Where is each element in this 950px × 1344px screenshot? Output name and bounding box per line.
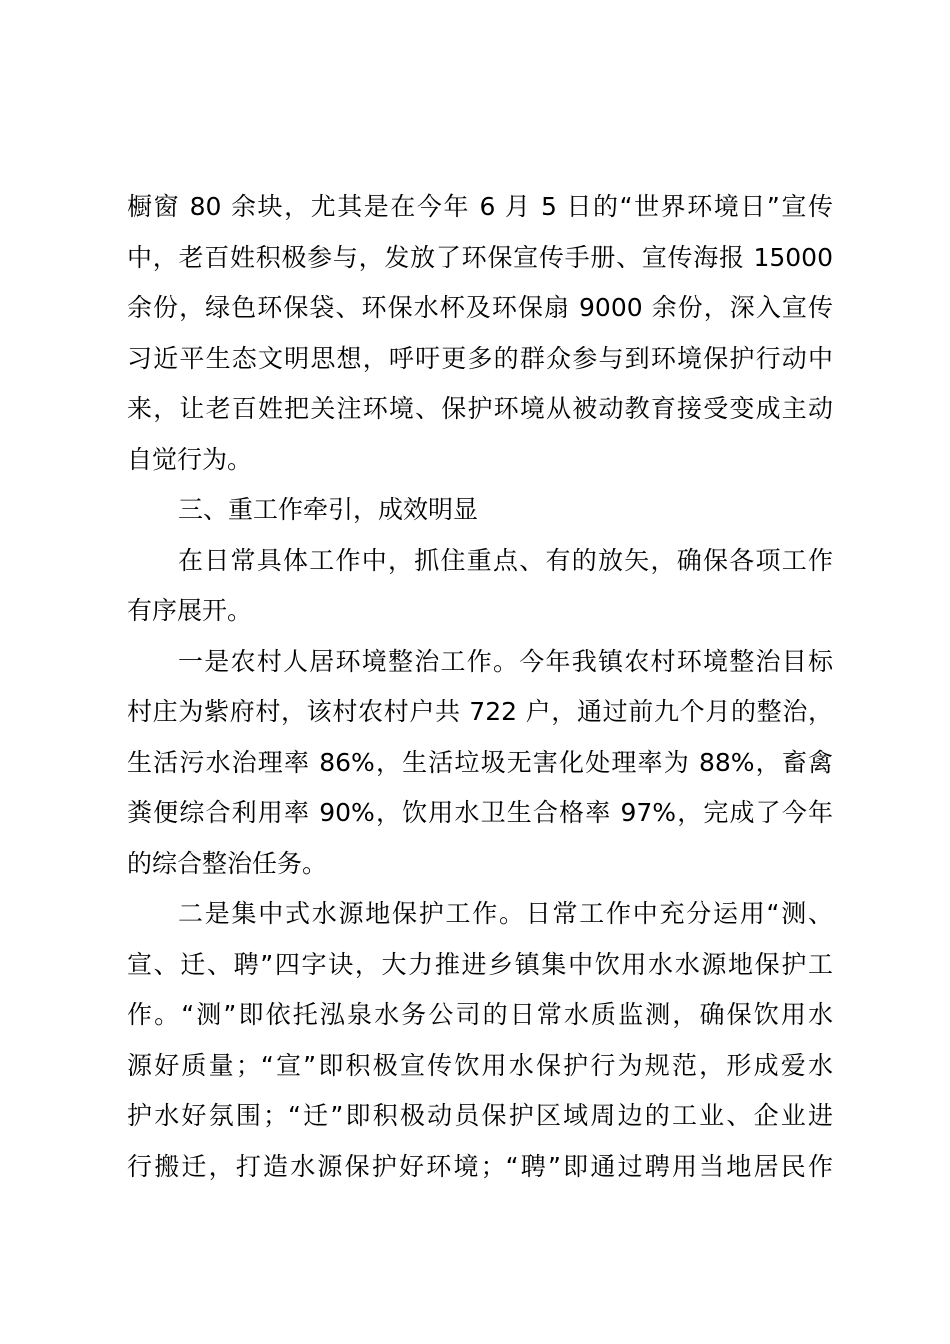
text-line-5: 来，让老百姓把关注环境、保护环境从被动教育接受变成主动	[127, 394, 833, 423]
text-line-10: 一是农村人居环境整治工作。今年我镇农村环境整治目标	[178, 646, 833, 676]
text-line-8: 在日常具体工作中，抓住重点、有的放矢，确保各项工作	[178, 545, 833, 575]
document-body	[127, 182, 833, 1192]
text-line-1: 橱窗 80 余块，尤其是在今年 6 月 5 日的“世界环境日”宣传	[127, 192, 833, 221]
text-line-9: 有序展开。	[127, 596, 253, 625]
text-line-19: 护水好氛围；“迁”即积极动员保护区域周边的工业、企业进	[127, 1101, 833, 1130]
text-line-20: 行搬迁，打造水源保护好环境；“聘”即通过聘用当地居民作	[127, 1151, 833, 1181]
text-line-17: 作。“测”即依托泓泉水务公司的日常水质监测，确保饮用水	[127, 1000, 833, 1029]
text-line-12: 生活污水治理率 86%，生活垃圾无害化处理率为 88%，畜禽	[127, 747, 833, 777]
text-line-3: 余份，绿色环保袋、环保水杯及环保扇 9000 余份，深入宣传	[127, 293, 833, 322]
text-line-13: 粪便综合利用率 90%，饮用水卫生合格率 97%，完成了今年	[127, 798, 833, 827]
text-line-14: 的综合整治任务。	[127, 848, 328, 878]
text-line-16: 宣、迁、聘”四字诀，大力推进乡镇集中饮用水水源地保护工	[127, 949, 833, 979]
text-line-15: 二是集中式水源地保护工作。日常工作中充分运用“测、	[178, 899, 833, 928]
section-heading: 三、重工作牵引，成效明显	[178, 495, 479, 524]
text-line-2: 中，老百姓积极参与，发放了环保宣传手册、宣传海报 15000	[127, 242, 833, 272]
text-line-6: 自觉行为。	[127, 444, 253, 474]
text-line-18: 源好质量；“宣”即积极宣传饮用水保护行为规范，形成爱水	[127, 1050, 833, 1080]
text-line-4: 习近平生态文明思想，呼吁更多的群众参与到环境保护行动中	[127, 343, 833, 373]
text-line-11: 村庄为紫府村，该村农村户共 722 户，通过前九个月的整治，	[127, 697, 833, 726]
